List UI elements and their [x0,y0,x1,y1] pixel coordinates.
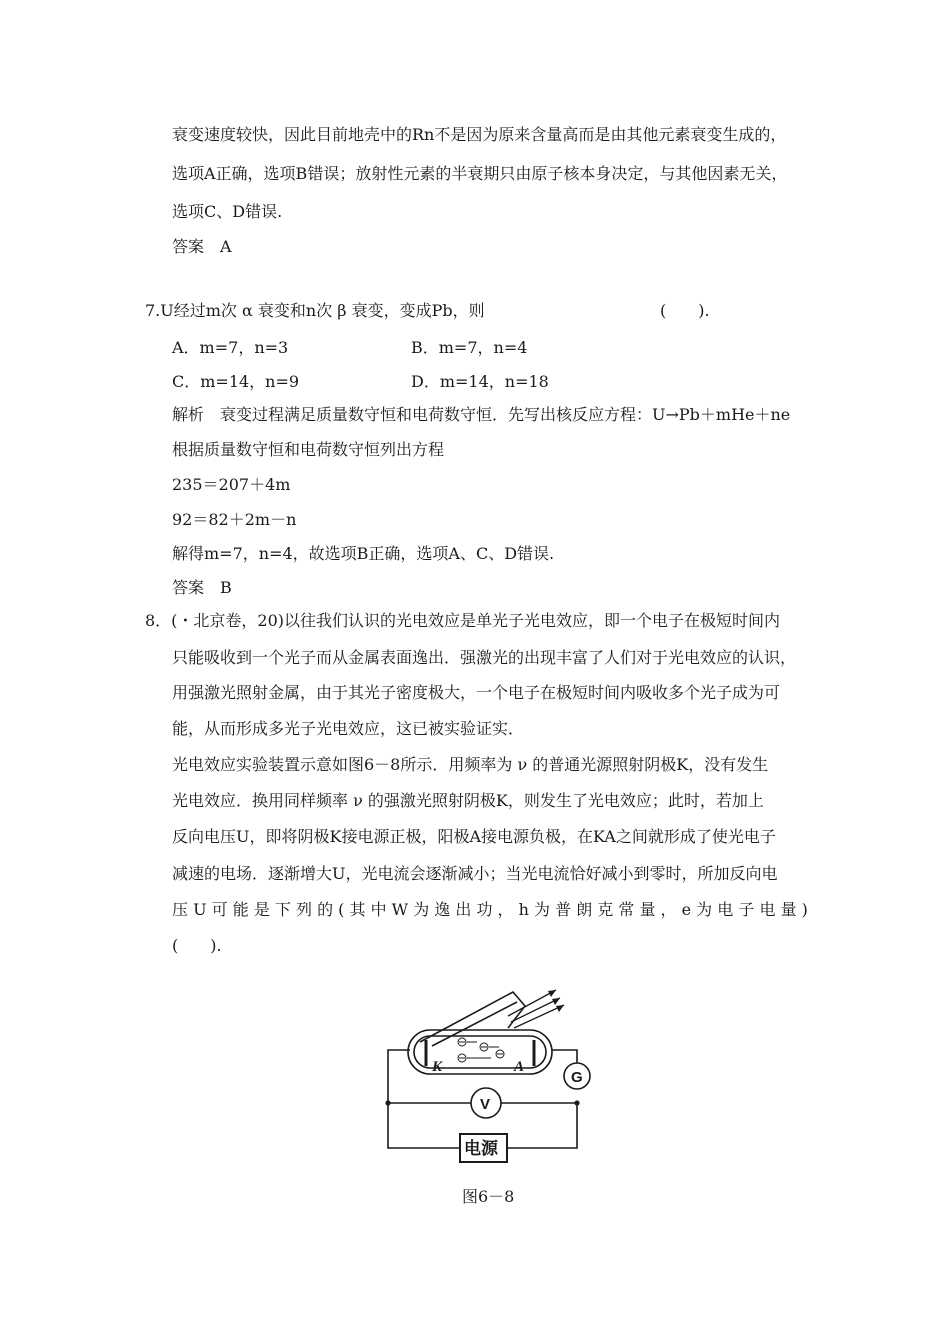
q8-line-8: 减速的电场．逐渐增大U，光电流会逐渐减小；当光电流恰好减小到零时，所加反向电 [172,864,778,883]
q7-option-b: B．m=7，n=4 [411,338,528,357]
q7-analysis: 解析 衰变过程满足质量数守恒和电荷数守恒．先写出核反应方程：U→Pb＋mHe＋ne [172,405,791,424]
q8-line-5: 光电效应实验装置示意如图6－8所示．用频率为 ν 的普通光源照射阴极K，没有发生 [172,755,769,774]
q8-line-4: 能，从而形成多光子光电效应，这已被实验证实． [172,719,525,738]
q7-option-a: A．m=7，n=3 [172,338,289,357]
q8-line-7: 反向电压U，即将阴极K接电源正极，阳极A接电源负极，在KA之间就形成了使光电子 [172,827,776,846]
cathode-label: K [432,1059,443,1075]
q6-line-2: 选项A正确，选项B错误；放射性元素的半衰期只由原子核本身决定，与其他因素无关， [172,164,788,183]
q7-stem: 7.U经过m次 α 衰变和n次 β 衰变，变成Pb，则 [145,301,485,320]
q6-answer: 答案 A [172,237,232,256]
q6-line-1: 衰变速度较快，因此目前地壳中的Rn不是因为原来含量高而是由其他元素衰变生成的， [172,125,787,144]
q8-line-9: 压 U 可 能 是 下 列 的 ( 其 中 W 为 逸 出 功 ， h 为 普 朗 克 常 量 ， e 为 电 子 电 量 ) [172,900,808,919]
q7-equation-1: 235＝207＋4m [172,475,291,494]
anode-label: A [514,1059,525,1075]
q8-line-10: ( ). [172,936,222,955]
q7-answer-paren: ( ). [660,301,710,320]
power-supply-label: 电源 [464,1139,498,1159]
q8-line-1: 8．(・北京卷，20)以往我们认识的光电效应是单光子光电效应，即一个电子在极短时间内 [145,611,781,630]
q7-line-2: 根据质量数守恒和电荷数守恒列出方程 [172,440,445,459]
q7-equation-2: 92＝82＋2m－n [172,510,297,529]
q8-line-2: 只能吸收到一个光子而从金属表面逸出．强激光的出现丰富了人们对于光电效应的认识， [172,648,797,667]
q7-answer: 答案 B [172,578,232,597]
q7-option-c: C．m=14，n=9 [172,372,300,391]
figure-caption: 图6－8 [462,1187,515,1206]
q8-line-6: 光电效应．换用同样频率 ν 的强激光照射阴极K，则发生了光电效应；此时，若加上 [172,791,764,810]
galvanometer-label: G [571,1069,583,1086]
q7-option-d: D．m=14，n=18 [411,372,549,391]
photoelectric-apparatus-diagram [380,970,595,1166]
q8-line-3: 用强激光照射金属，由于其光子密度极大，一个电子在极短时间内吸收多个光子成为可 [172,683,781,702]
q7-solution: 解得m=7，n=4，故选项B正确，选项A、C、D错误. [172,544,555,563]
q6-line-3: 选项C、D错误. [172,202,283,221]
voltmeter-label: V [480,1096,491,1113]
